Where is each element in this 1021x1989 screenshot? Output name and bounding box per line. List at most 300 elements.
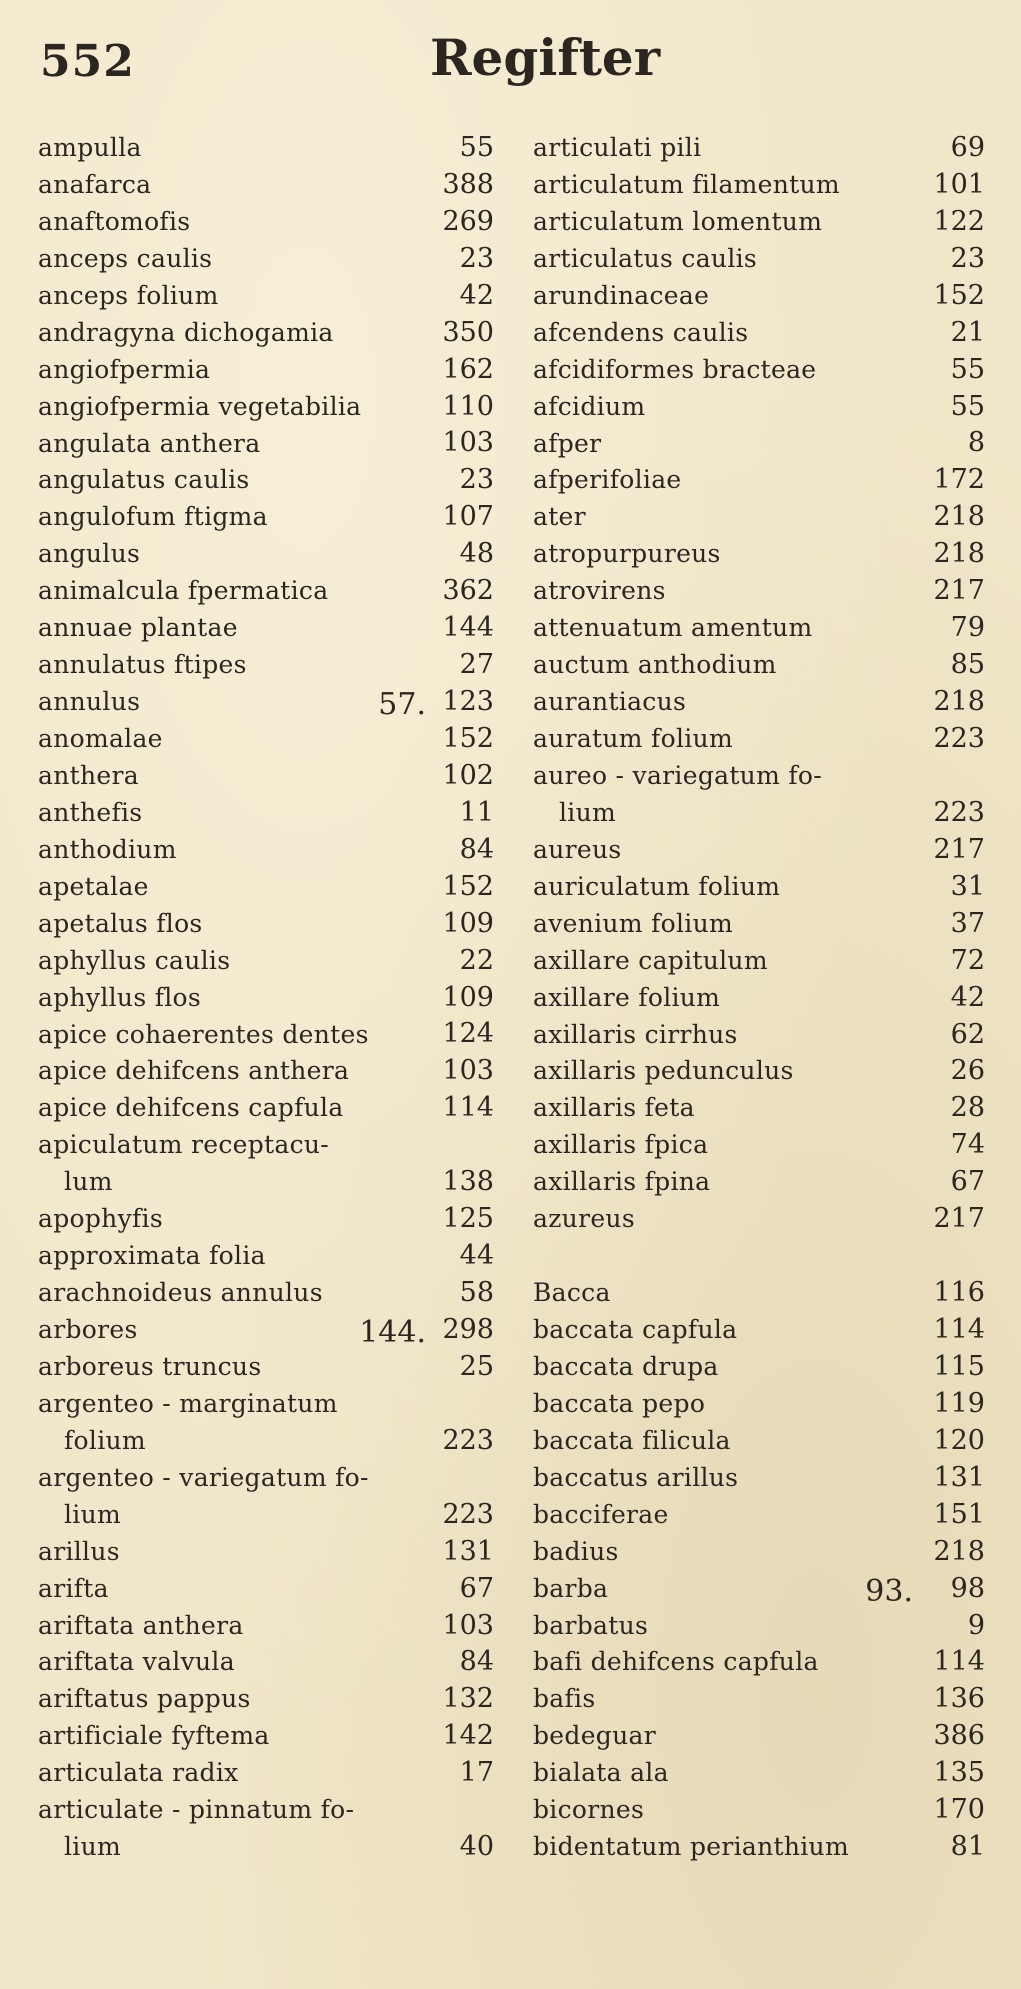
index-entry xyxy=(38,1644,498,1681)
index-entry xyxy=(533,426,985,463)
index-page-number: 79 xyxy=(950,612,985,644)
index-page-number: 85 xyxy=(950,649,985,681)
index-page-number: 223 xyxy=(442,1424,494,1456)
index-page-number: 48 xyxy=(459,538,494,570)
index-term xyxy=(533,1755,669,1792)
index-term xyxy=(38,1312,138,1349)
index-term-text: articulata radix xyxy=(38,1758,239,1788)
index-term-text: argenteo - marginatum xyxy=(38,1388,338,1418)
index-term xyxy=(38,1644,235,1681)
index-page-number: 116 xyxy=(933,1277,985,1309)
index-page-number: 26 xyxy=(950,1055,985,1087)
index-page-number: 269 xyxy=(442,205,494,237)
index-page-number: 151 xyxy=(933,1498,985,1530)
index-entry xyxy=(533,573,985,610)
index-term-text: angiofpermia xyxy=(38,354,211,384)
index-entry xyxy=(38,1534,498,1571)
index-term xyxy=(38,1386,338,1460)
index-term xyxy=(38,795,142,832)
index-entry xyxy=(38,1608,498,1645)
index-page-number: 72 xyxy=(950,944,985,976)
index-term xyxy=(533,536,721,573)
index-term xyxy=(533,1571,608,1608)
index-page-number: 25 xyxy=(459,1350,494,1382)
index-term-text: anaftomofis xyxy=(38,206,191,236)
index-term-text: arifta xyxy=(38,1573,109,1603)
index-page-number: 42 xyxy=(950,981,985,1013)
index-page-number: 218 xyxy=(933,686,985,718)
index-entry xyxy=(533,1017,985,1054)
index-page-number: 58 xyxy=(459,1277,494,1309)
index-entry xyxy=(38,1718,498,1755)
index-entry xyxy=(533,832,985,869)
index-page-number: 109 xyxy=(442,981,494,1013)
index-term-text: badius xyxy=(533,1536,619,1566)
index-term-text: axillaris fpica xyxy=(533,1130,709,1160)
index-entry xyxy=(38,980,498,1017)
index-entry xyxy=(533,1571,985,1608)
index-entry xyxy=(533,980,985,1017)
index-page-number: 21 xyxy=(950,316,985,348)
index-entry xyxy=(533,869,985,906)
index-term-text: aurantiacus xyxy=(533,687,687,717)
page-title: Regifter xyxy=(430,28,661,87)
index-page-number: 132 xyxy=(442,1683,494,1715)
index-entry xyxy=(38,1755,498,1792)
index-term-text: axillare folium xyxy=(533,982,721,1012)
index-term-text: atropurpureus xyxy=(533,539,721,569)
index-term xyxy=(38,684,140,721)
index-term-text: attenuatum amentum xyxy=(533,613,813,643)
index-term-text: apophyfis xyxy=(38,1204,163,1234)
index-term-text: arachnoideus annulus xyxy=(38,1278,323,1308)
index-term xyxy=(38,1681,251,1718)
index-term xyxy=(533,943,768,980)
index-page-number: 17 xyxy=(459,1757,494,1789)
index-term-text: avenium folium xyxy=(533,908,733,938)
index-entry xyxy=(38,1201,498,1238)
index-page-number: 9 xyxy=(967,1609,985,1641)
index-page-number: 67 xyxy=(459,1572,494,1604)
index-term xyxy=(533,684,686,721)
index-entry xyxy=(38,167,498,204)
index-term-text: auratum folium xyxy=(533,724,733,753)
index-page-number: 74 xyxy=(950,1129,985,1161)
index-term xyxy=(533,1534,619,1571)
index-term xyxy=(533,462,682,499)
index-entry xyxy=(38,906,498,943)
index-entry xyxy=(533,943,985,980)
index-term xyxy=(533,1608,648,1645)
index-page-number: 44 xyxy=(459,1240,494,1272)
index-term xyxy=(38,610,238,647)
index-term xyxy=(38,647,247,684)
index-entry xyxy=(533,1718,985,1755)
index-entry xyxy=(38,1238,498,1275)
index-term xyxy=(533,832,621,869)
index-page-number: 55 xyxy=(950,353,985,385)
index-entry xyxy=(533,389,985,426)
index-term-text: animalcula fpermatica xyxy=(38,576,329,606)
index-term xyxy=(38,315,334,352)
index-term-text: arillus xyxy=(38,1536,120,1566)
index-page-number: 123 xyxy=(442,686,494,718)
index-term xyxy=(38,462,250,499)
index-entry xyxy=(533,1460,985,1497)
index-term-text: bedeguar xyxy=(533,1721,656,1751)
index-entry xyxy=(533,536,985,573)
index-term-text: bicornes xyxy=(533,1795,645,1825)
index-term-text: axillaris fpina xyxy=(533,1167,711,1197)
index-entry xyxy=(533,721,985,758)
index-entry xyxy=(38,1275,498,1312)
index-term xyxy=(533,573,666,610)
index-entry xyxy=(38,241,498,278)
index-term xyxy=(533,499,586,536)
index-term-text: apice dehifcens anthera xyxy=(38,1056,350,1086)
index-term-text: axillare capitulum xyxy=(533,945,768,975)
index-entry xyxy=(38,536,498,573)
index-term xyxy=(533,1053,794,1090)
index-term-text: afcendens caulis xyxy=(533,317,749,347)
index-page-number: 114 xyxy=(442,1092,494,1124)
index-term-text: andragyna dichogamia xyxy=(38,317,334,347)
index-entry xyxy=(533,1423,985,1460)
index-term xyxy=(533,1349,719,1386)
index-page-number: 119 xyxy=(933,1387,985,1419)
index-term-text: auctum anthodium xyxy=(533,650,777,680)
index-term-text: baccata drupa xyxy=(533,1351,719,1381)
index-entry xyxy=(38,795,498,832)
index-term xyxy=(533,1312,737,1349)
index-entry xyxy=(533,1090,985,1127)
index-extra-page: 57. xyxy=(378,687,426,723)
index-entry xyxy=(533,315,985,352)
index-entry xyxy=(533,462,985,499)
index-page-number: 114 xyxy=(933,1646,985,1678)
index-page-number: 350 xyxy=(442,316,494,348)
index-page-number: 84 xyxy=(459,833,494,865)
index-page-number: 131 xyxy=(442,1535,494,1567)
index-page-number: 11 xyxy=(459,796,494,828)
index-entry xyxy=(533,684,985,721)
index-entry xyxy=(533,1164,985,1201)
index-entry xyxy=(38,758,498,795)
index-entry xyxy=(533,130,985,167)
index-page-number: 172 xyxy=(933,464,985,496)
index-page-number: 142 xyxy=(442,1720,494,1752)
index-term-text: afperifoliae xyxy=(533,465,682,495)
index-page-number: 55 xyxy=(459,131,494,163)
index-page-number: 170 xyxy=(933,1794,985,1826)
index-term-text: argenteo - variegatum fo- xyxy=(38,1462,369,1492)
index-term xyxy=(533,1829,849,1866)
index-page-number: 23 xyxy=(459,242,494,274)
index-term-text: anceps caulis xyxy=(38,243,213,273)
index-page-number: 152 xyxy=(442,870,494,902)
index-page-number: 28 xyxy=(950,1092,985,1124)
index-term xyxy=(38,1792,354,1866)
index-term-text: axillaris cirrhus xyxy=(533,1019,738,1049)
index-entry xyxy=(533,241,985,278)
index-term xyxy=(533,1386,705,1423)
index-term-text: angiofpermia vegetabilia xyxy=(38,391,362,421)
index-page-number: 40 xyxy=(459,1831,494,1863)
index-term-text: anafarca xyxy=(38,169,152,199)
index-term xyxy=(533,1423,731,1460)
index-term-text: arbores xyxy=(38,1315,138,1345)
index-term xyxy=(38,980,201,1017)
index-page-number: 362 xyxy=(442,575,494,607)
index-entry xyxy=(533,1127,985,1164)
index-page-number: 152 xyxy=(442,722,494,754)
index-entry xyxy=(38,1053,498,1090)
index-entry xyxy=(38,684,498,721)
index-page-number: 218 xyxy=(933,538,985,570)
index-term-text: arboreus truncus xyxy=(38,1351,262,1381)
index-term-text: apice dehifcens capfula xyxy=(38,1093,344,1123)
index-entry xyxy=(533,167,985,204)
index-entry xyxy=(38,499,498,536)
index-term-text: annuae plantae xyxy=(38,613,238,643)
index-term-text: bacciferae xyxy=(533,1499,669,1529)
index-term-text: angulus xyxy=(38,539,141,569)
index-entry xyxy=(38,832,498,869)
index-entry xyxy=(533,906,985,943)
index-term xyxy=(38,573,328,610)
index-page-number: 109 xyxy=(442,907,494,939)
index-term xyxy=(38,1534,120,1571)
index-entry xyxy=(533,1349,985,1386)
index-page-number: 152 xyxy=(933,279,985,311)
index-term-text: bidentatum perianthium xyxy=(533,1832,849,1862)
index-term-text: afcidiformes bracteae xyxy=(533,354,817,384)
index-page-number: 67 xyxy=(950,1166,985,1198)
index-entry xyxy=(533,1608,985,1645)
index-entry xyxy=(38,1571,498,1608)
index-term xyxy=(533,278,709,315)
index-entry xyxy=(38,204,498,241)
index-term xyxy=(38,906,203,943)
index-page-number: 23 xyxy=(459,464,494,496)
index-term-text: angulofum ftigma xyxy=(38,502,268,532)
index-term xyxy=(533,1644,819,1681)
index-term xyxy=(533,167,840,204)
index-entry xyxy=(38,869,498,906)
index-entry xyxy=(533,1829,985,1866)
index-term xyxy=(38,1127,329,1201)
index-term-text: bialata ala xyxy=(533,1758,669,1788)
index-term-text: baccata capfula xyxy=(533,1315,738,1345)
index-page-number: 218 xyxy=(933,501,985,533)
index-page-number: 217 xyxy=(933,833,985,865)
index-extra-page: 144. xyxy=(359,1315,426,1351)
index-term xyxy=(38,758,139,795)
index-term-continuation: lium xyxy=(64,1499,121,1529)
index-term xyxy=(533,610,812,647)
index-entry xyxy=(533,278,985,315)
index-entry xyxy=(533,1534,985,1571)
index-term-text: auriculatum folium xyxy=(533,871,781,901)
index-entry xyxy=(533,1312,985,1349)
index-page-number: 107 xyxy=(442,501,494,533)
index-term xyxy=(533,426,601,463)
section-gap xyxy=(533,1238,985,1275)
index-page-number: 103 xyxy=(442,427,494,459)
index-term-continuation: lium xyxy=(559,797,616,827)
index-entry xyxy=(38,943,498,980)
index-entry xyxy=(38,1792,498,1866)
index-term xyxy=(38,1275,323,1312)
index-entry xyxy=(38,426,498,463)
index-entry xyxy=(38,721,498,758)
index-entry xyxy=(533,1201,985,1238)
index-page-number: 223 xyxy=(933,722,985,754)
index-page-number: 62 xyxy=(950,1018,985,1050)
index-term-text: annulatus ftipes xyxy=(38,650,247,680)
index-page-number: 31 xyxy=(950,870,985,902)
index-term xyxy=(38,1201,163,1238)
index-term-text: barba xyxy=(533,1573,609,1603)
index-page-number: 131 xyxy=(933,1461,985,1493)
index-term xyxy=(38,278,219,315)
index-term xyxy=(38,1460,369,1534)
index-term xyxy=(38,352,210,389)
index-entry xyxy=(38,278,498,315)
index-term xyxy=(533,647,777,684)
index-term-text: ariftata valvula xyxy=(38,1647,235,1677)
index-page-number: 102 xyxy=(442,759,494,791)
index-page-number: 122 xyxy=(933,205,985,237)
index-entry xyxy=(533,1644,985,1681)
index-entry xyxy=(533,1497,985,1534)
index-term xyxy=(38,389,361,426)
index-term-text: annulus xyxy=(38,687,141,717)
index-term xyxy=(38,1349,261,1386)
index-entry xyxy=(533,352,985,389)
index-term xyxy=(38,204,190,241)
index-entry xyxy=(38,1017,498,1054)
index-term-text: bafi dehifcens capfula xyxy=(533,1647,819,1677)
index-term xyxy=(38,869,149,906)
index-term xyxy=(533,352,816,389)
index-term xyxy=(38,130,142,167)
index-page-number: 386 xyxy=(933,1720,985,1752)
index-entry xyxy=(38,610,498,647)
index-term-text: anceps folium xyxy=(38,280,219,310)
index-page-number: 136 xyxy=(933,1683,985,1715)
index-term xyxy=(533,204,822,241)
index-page-number: 98 xyxy=(950,1572,985,1604)
index-page-number: 120 xyxy=(933,1424,985,1456)
index-term xyxy=(38,1571,109,1608)
index-term-text: afcidium xyxy=(533,391,646,421)
index-term xyxy=(38,1718,270,1755)
index-page-number: 218 xyxy=(933,1535,985,1567)
index-term-text: articulate - pinnatum fo- xyxy=(38,1795,355,1825)
index-term-text: axillaris feta xyxy=(533,1093,695,1123)
index-term xyxy=(38,943,230,980)
index-term xyxy=(38,426,261,463)
index-term xyxy=(533,1275,611,1312)
index-term-text: articulatum filamentum xyxy=(533,169,840,199)
index-term-text: baccata filicula xyxy=(533,1425,731,1455)
index-page-number: 101 xyxy=(933,168,985,200)
index-page-number: 103 xyxy=(442,1055,494,1087)
index-term xyxy=(533,315,748,352)
index-page-number: 81 xyxy=(950,1831,985,1863)
index-entry xyxy=(38,1090,498,1127)
index-page-number: 125 xyxy=(442,1203,494,1235)
index-term xyxy=(533,721,733,758)
index-page-number: 27 xyxy=(459,649,494,681)
index-term-text: azureus xyxy=(533,1204,635,1234)
index-term-text: ariftata anthera xyxy=(38,1610,244,1640)
index-term xyxy=(38,1238,266,1275)
index-term xyxy=(533,1164,710,1201)
index-term-text: Bacca xyxy=(533,1278,611,1308)
index-term-text: apice cohaerentes dentes xyxy=(38,1019,369,1049)
index-entry xyxy=(38,573,498,610)
index-term xyxy=(533,1017,738,1054)
index-term-text: atrovirens xyxy=(533,576,666,606)
index-entry xyxy=(533,758,985,832)
index-page-number: 69 xyxy=(950,131,985,163)
index-term-text: afper xyxy=(533,428,602,458)
index-term xyxy=(533,241,757,278)
index-term xyxy=(533,389,645,426)
index-term xyxy=(38,1017,369,1054)
index-term-text: angulata anthera xyxy=(38,428,261,458)
index-term-text: ampulla xyxy=(38,133,142,162)
index-entry xyxy=(38,1312,498,1349)
index-term-text: baccata pepo xyxy=(533,1388,706,1418)
index-term xyxy=(38,1755,239,1792)
index-entry xyxy=(533,1386,985,1423)
index-term-text: articulatus caulis xyxy=(533,243,758,273)
page-number: 552 xyxy=(40,36,135,87)
index-page-number: 135 xyxy=(933,1757,985,1789)
index-term-text: anthera xyxy=(38,760,139,790)
index-entry xyxy=(533,647,985,684)
index-page-number: 42 xyxy=(459,279,494,311)
index-page-number: 298 xyxy=(442,1314,494,1345)
index-term-text: apiculatum receptacu- xyxy=(38,1130,330,1160)
register-left-column xyxy=(38,130,498,1866)
index-page-number: 8 xyxy=(967,427,985,459)
index-term-text: approximata folia xyxy=(38,1241,266,1271)
index-page-number: 37 xyxy=(950,907,985,939)
index-term xyxy=(533,906,733,943)
index-page-number: 162 xyxy=(442,353,494,385)
index-entry xyxy=(533,204,985,241)
index-page-number: 23 xyxy=(950,242,985,274)
index-term xyxy=(533,1718,656,1755)
index-term-text: anomalae xyxy=(38,724,163,753)
index-entry xyxy=(38,315,498,352)
index-term xyxy=(533,1792,644,1829)
index-entry xyxy=(533,1681,985,1718)
index-term-text: barbatus xyxy=(533,1610,649,1640)
index-page-number: 114 xyxy=(933,1314,985,1345)
index-term xyxy=(533,1127,708,1164)
index-term xyxy=(533,1090,695,1127)
index-term xyxy=(38,832,177,869)
index-entry xyxy=(38,130,498,167)
index-term-text: aureo - variegatum fo- xyxy=(533,760,822,790)
index-term-text: aphyllus flos xyxy=(38,982,202,1012)
index-term xyxy=(533,1681,596,1718)
